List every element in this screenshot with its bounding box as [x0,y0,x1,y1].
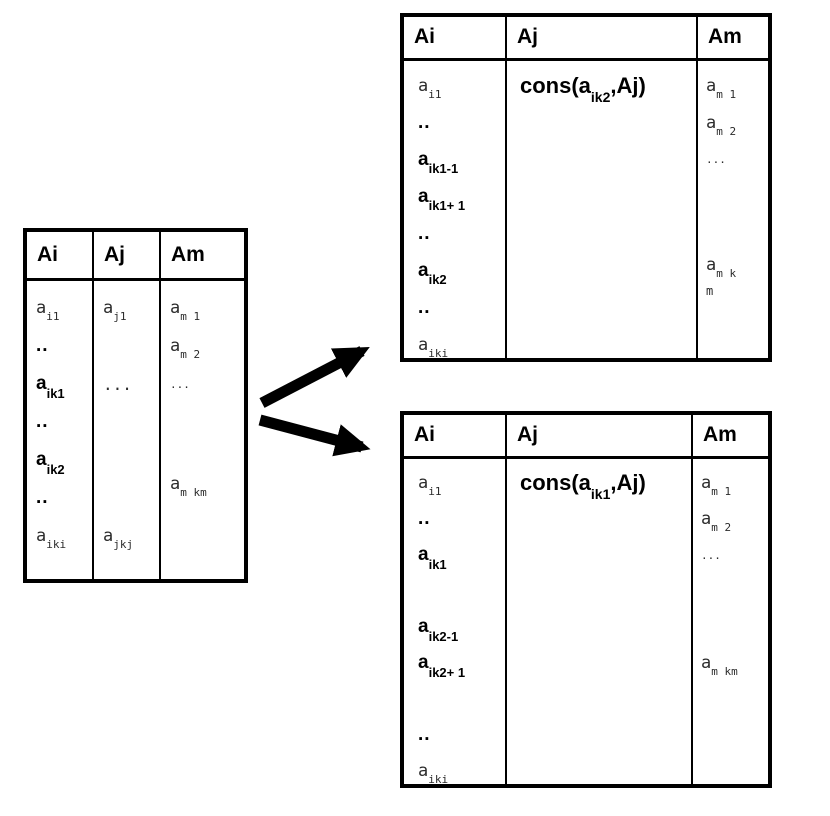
cell-base: a [706,75,717,96]
spacer [404,573,505,609]
cons-expression [507,465,691,501]
value [701,509,732,535]
cell-sub: j1 [113,310,127,324]
value [170,474,207,500]
ellipsis: ... [701,548,721,562]
cell-dots [404,215,505,252]
source-col-aj-body [94,281,159,579]
cell-sub: ik1 [428,556,447,572]
spacer [161,403,244,434]
value [520,470,646,503]
cell-base: a [701,473,712,493]
cell-base: a [418,544,429,565]
cell-base: a [36,373,47,394]
arrow-to-bottom-table-icon [260,420,362,447]
result-top-col-ai [404,17,505,358]
spacer [161,434,244,465]
cell-a-iki [27,517,92,555]
cell-a-i1 [404,67,505,104]
cell-dots [27,479,92,517]
cell-sub: i1 [428,485,442,499]
cell-dots [693,537,768,573]
cell-dots [404,501,505,537]
cell-base: a [701,509,712,529]
value [418,185,466,214]
cell-sub: m 2 [180,348,201,362]
arrow-to-top-table-icon [262,351,362,403]
cell-sub: m km [711,665,738,679]
cell-a-m1 [698,67,768,104]
cell-base: a [103,526,114,546]
cell-sub: jkj [113,538,134,552]
cell-a-mkm [693,645,768,681]
cell-a-m2 [161,327,244,365]
ellipsis: .. [36,335,49,356]
result-top-col-aj-body [507,61,696,358]
cell-dots [27,403,92,441]
source-col-aj [92,232,159,579]
source-table [23,228,248,583]
spacer [94,441,159,479]
expr-sub: ik2 [590,88,611,105]
cell-sub: i1 [428,87,442,101]
cell-base: a [170,474,181,494]
value [520,72,646,105]
cell-a-ik1 [27,365,92,403]
ellipsis: .. [418,296,431,318]
cell-dots [404,289,505,326]
spacer [94,403,159,441]
result-top-col-am-body [698,61,768,358]
ellipsis: .. [36,411,49,432]
value [418,334,449,358]
result-bottom-col-ai-body [404,459,505,784]
cell-base: a [418,75,429,96]
value [418,616,459,644]
result-top-header-aj: Aj [507,17,696,61]
cell-a-m2 [693,501,768,537]
cell-a-m2 [698,104,768,141]
ellipsis: .. [418,222,431,244]
cell-a-jkj [94,517,159,555]
value-line2: m [706,284,714,298]
spacer [693,609,768,645]
cell-base: a [701,653,712,673]
cell-a-ik1-minus-1 [404,141,505,178]
cell-base: a [418,334,429,355]
cell-dots [404,717,505,753]
cell-a-m1 [693,465,768,501]
source-header-ai: Ai [27,232,92,281]
cell-a-i1 [404,465,505,501]
value [706,112,737,138]
cell-sub: m k [716,267,737,281]
value [36,373,65,401]
value [418,544,447,572]
result-bottom-header-aj: Aj [507,415,691,459]
cell-base: a [418,652,429,673]
cell-sub: i1 [46,310,60,324]
cell-dots [698,141,768,178]
result-bottom-col-am-body [693,459,768,784]
cell-a-ik2-plus-1 [404,645,505,681]
cell-dots [94,365,159,403]
spacer [94,327,159,365]
cell-dots [161,365,244,403]
cell-sub: m km [180,486,207,500]
expr-sub: ik1 [590,486,611,503]
cell-a-i1 [27,289,92,327]
ellipsis: ... [103,374,132,394]
cell-base: a [418,761,429,781]
value [36,526,67,552]
cell-sub: ik2 [46,461,65,477]
spacer [698,178,768,215]
source-header-aj: Aj [94,232,159,281]
result-table-bottom [400,411,772,788]
value [36,298,60,324]
cell-a-iki [404,326,505,358]
ellipsis: .. [418,724,431,745]
cell-dots [27,327,92,365]
ellipsis: ... [170,377,190,391]
value [706,75,737,101]
cell-sub: iki [428,773,449,784]
value-line1 [706,252,768,281]
ellipsis: .. [36,487,49,508]
value [170,298,201,324]
split-arrows [250,330,390,470]
cell-base: a [418,185,429,207]
cell-dots [404,104,505,141]
source-col-am [159,232,244,579]
value [36,449,65,477]
spacer [693,573,768,609]
cell-sub: m 1 [180,310,201,324]
value [103,298,127,324]
source-col-ai [27,232,92,579]
result-bottom-col-am [691,415,768,784]
result-top-col-aj [505,17,696,358]
result-bottom-header-ai: Ai [404,415,505,459]
expr-close: ,Aj) [610,470,646,495]
cell-base: a [418,148,429,170]
value [418,473,442,499]
source-col-ai-body [27,281,92,579]
cell-base: a [418,259,429,281]
result-top-col-am [696,17,768,358]
cell-base: a [418,473,429,493]
cell-a-ik2 [27,441,92,479]
value [418,259,447,288]
cell-base: a [170,298,181,318]
cell-sub: iki [428,346,449,358]
cell-a-ik2-minus-1 [404,609,505,645]
cell-a-mkm-wrapped [698,252,768,304]
result-top-col-ai-body [404,61,505,358]
value [418,761,449,784]
result-top-header-am: Am [698,17,768,61]
cell-a-ik1-plus-1 [404,178,505,215]
spacer [94,479,159,517]
expr-open: cons(a [520,470,591,495]
result-top-header-ai: Ai [404,17,505,61]
cell-sub: ik2-1 [428,628,459,644]
cell-a-mkm [161,465,244,503]
result-bottom-col-ai [404,415,505,784]
value [103,526,134,552]
cell-sub: m 2 [716,124,737,138]
value [170,336,201,362]
cell-sub: m 1 [711,485,732,499]
result-bottom-header-am: Am [693,415,768,459]
cell-a-ik2 [404,252,505,289]
cell-a-j1 [94,289,159,327]
cell-base: a [103,298,114,318]
value [701,653,738,679]
ellipsis: .. [418,508,431,529]
cell-sub: m 1 [716,87,737,101]
ellipsis: .. [418,111,431,133]
spacer [698,215,768,252]
cell-base: a [706,112,717,133]
cell-sub: m 2 [711,521,732,535]
cell-base: a [418,616,429,637]
value [701,473,732,499]
cell-base: a [36,449,47,470]
cons-expression [507,67,696,104]
result-table-top [400,13,772,362]
cell-sub: ik2+ 1 [428,664,466,680]
cell-base: a [706,255,717,275]
value [418,75,442,101]
ellipsis: ... [706,153,726,166]
cell-base: a [36,526,47,546]
cell-sub: ik1+ 1 [428,198,466,214]
result-bottom-col-aj [505,415,691,784]
cell-a-iki [404,753,505,784]
source-header-am: Am [161,232,244,281]
expr-open: cons(a [520,72,591,98]
cell-sub: iki [46,538,67,552]
spacer [404,681,505,717]
value [418,148,459,177]
cell-sub: ik1 [46,385,65,401]
cell-a-m1 [161,289,244,327]
cell-sub: ik2 [428,272,447,288]
expr-close: ,Aj) [610,72,646,98]
result-bottom-col-aj-body [507,459,691,784]
cell-base: a [36,298,47,318]
cell-sub: ik1-1 [428,161,459,177]
value [418,652,466,680]
cell-base: a [170,336,181,356]
source-col-am-body [161,281,244,579]
cell-a-ik1 [404,537,505,573]
